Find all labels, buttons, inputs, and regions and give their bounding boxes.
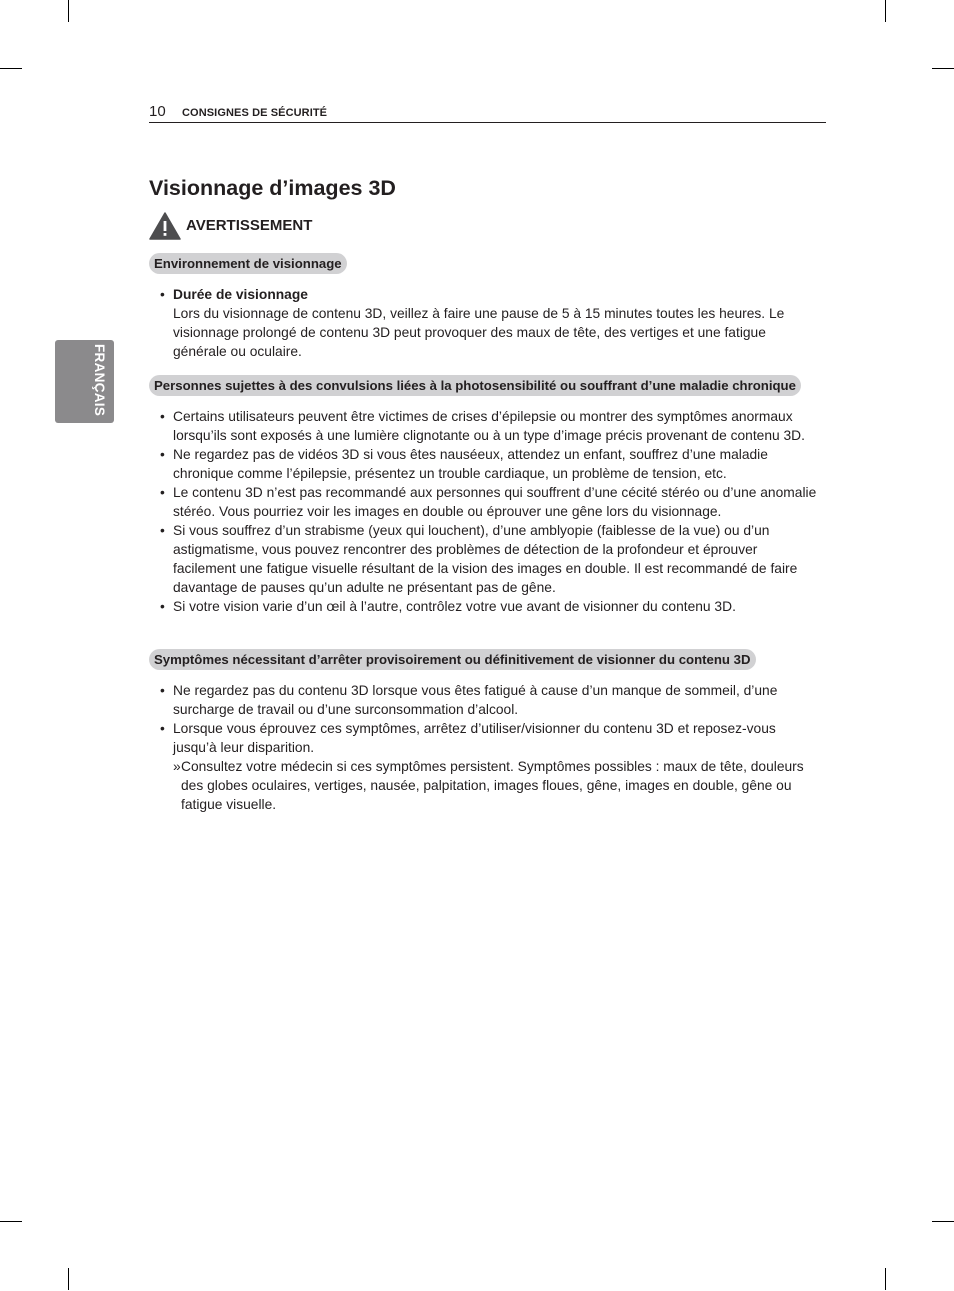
bullet-list-viewing-environment (173, 285, 823, 361)
section-heading-photosensitivity: Personnes sujettes à des convulsions liées à la photosensibilité ou souffrant d’une maladie chronique (149, 375, 801, 396)
header-section-title: CONSIGNES DE SÉCURITÉ (182, 107, 328, 119)
crop-mark (885, 1268, 886, 1290)
page-title: Visionnage d’images 3D (149, 176, 396, 200)
warning-triangle-icon (149, 212, 181, 240)
crop-mark (68, 1268, 69, 1290)
crop-mark (885, 0, 886, 22)
bullet-list-symptoms (173, 681, 823, 814)
list-item: • Ne regardez pas de vidéos 3D si vous êtes nauséeux, attendez un enfant, souffrez d’une maladie chronique comme l’épilepsie, présentez un trouble cardiaque, un problème de tension, etc. (173, 445, 823, 483)
crop-mark (0, 68, 22, 69)
sub-note (173, 757, 823, 814)
list-item-text: Lors du visionnage de contenu 3D, veillez à faire une pause de 5 à 15 minutes toutes les heures. Le visionnage prolongé de contenu 3D peut provoquer des maux de tête, des vertiges et une fatigue générale ou oculaire. (173, 306, 785, 359)
crop-mark (932, 1221, 954, 1222)
crop-mark (932, 68, 954, 69)
language-tab (55, 340, 114, 423)
list-item: • Si vous souffrez d’un strabisme (yeux qui louchent), d’une amblyopie (faiblesse de la vue) ou d’un astigmatisme, vous pouvez rencontrer des problèmes de détection de la profondeur et éprouver facilement une fatigue visuelle résultant de la vision des images en double. Il est recommandé de faire davantage de pauses qu’un adulte ne présentant pas de gêne. (173, 521, 823, 597)
section-heading-viewing-environment: Environnement de visionnage (149, 253, 347, 274)
list-item-text: • Lorsque vous éprouvez ces symptômes, arrêtez d’utiliser/visionner du contenu 3D et reposez-vous jusqu’à leur disparition. (173, 721, 776, 755)
list-item (173, 719, 823, 814)
section-heading-symptoms: Symptômes nécessitant d’arrêter provisoirement ou définitivement de visionner du contenu 3D (149, 649, 756, 670)
language-tab-label: FRANÇAIS (92, 344, 107, 417)
page-header (149, 103, 826, 123)
list-item: • Le contenu 3D n’est pas recommandé aux personnes qui souffrent d’une cécité stéréo ou d’une anomalie stéréo. Vous pourriez voir les images en double ou éprouver une gêne lors du visionnage. (173, 483, 823, 521)
warning-label: AVERTISSEMENT (186, 217, 313, 234)
list-item-title: • Durée de visionnage (173, 287, 308, 302)
list-item: • Ne regardez pas du contenu 3D lorsque vous êtes fatigué à cause d’un manque de sommeil, d’une surcharge de travail ou d’une surconsommation d’alcool. (173, 681, 823, 719)
note-text: Consultez votre médecin si ces symptômes persistent. Symptômes possibles : maux de tête, douleurs des globes oculaires, vertiges, nausée, palpitation, images floues, gêne, images en double, gêne ou fatigue visuelle. (181, 759, 804, 812)
crop-mark (0, 1221, 22, 1222)
bullet-list-photosensitivity (173, 407, 823, 616)
list-item: • Si votre vision varie d’un œil à l’autre, contrôlez votre vue avant de visionner du contenu 3D. (173, 597, 823, 616)
note-marker: » (173, 759, 181, 774)
list-item (173, 285, 823, 361)
page-number: 10 (149, 103, 166, 120)
crop-mark (68, 0, 69, 22)
list-item: • Certains utilisateurs peuvent être victimes de crises d’épilepsie ou montrer des symptômes anormaux lorsqu’ils sont exposés à une lumière clignotante ou à un type d’image précis provenant de contenu 3D. (173, 407, 823, 445)
